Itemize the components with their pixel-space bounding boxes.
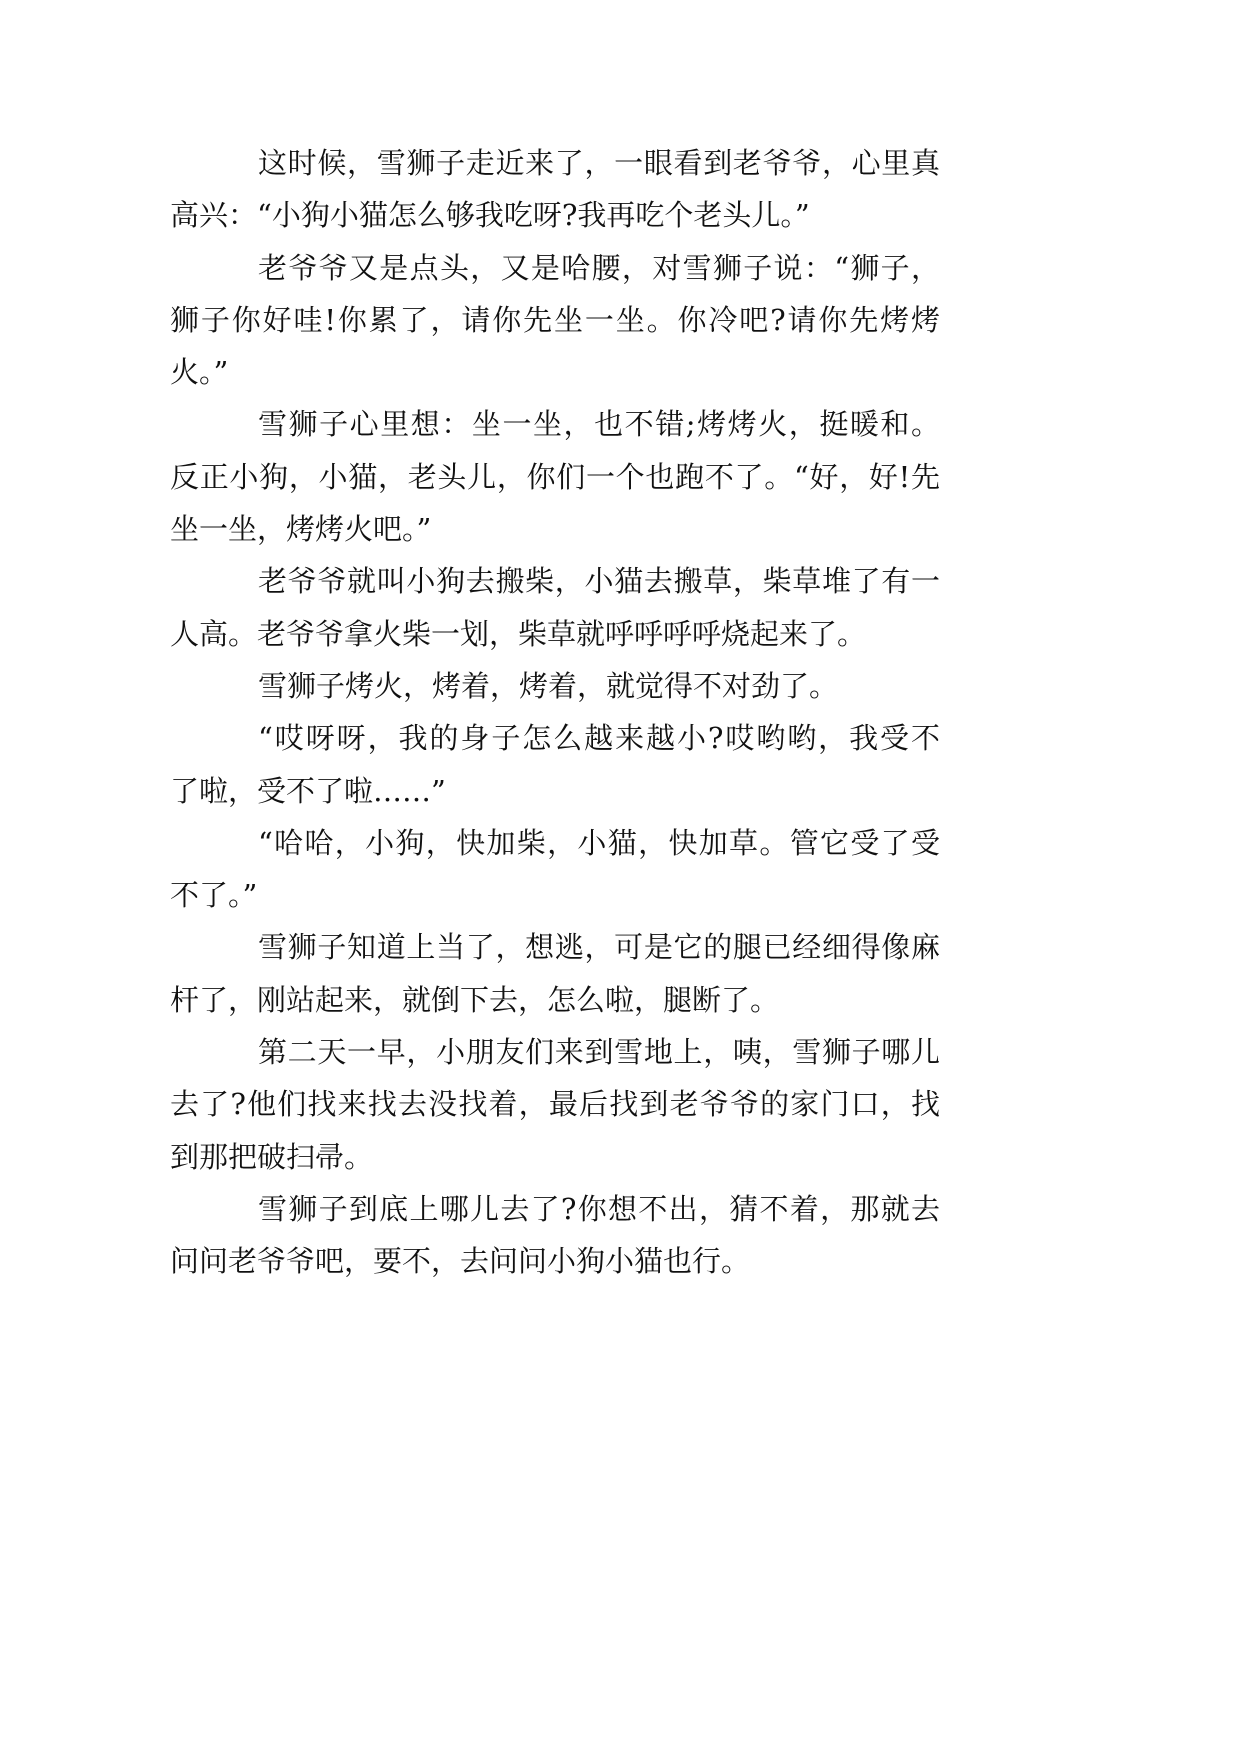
paragraph-line: 杆了，刚站起来，就倒下去，怎么啦，腿断了。 <box>170 982 780 1017</box>
paragraph <box>170 1026 940 1183</box>
paragraph <box>170 242 940 399</box>
paragraph-line: 雪狮子到底上哪儿去了?你想不出，猜不着，那就去 <box>258 1191 940 1226</box>
paragraph-line: 坐一坐，烤烤火吧。” <box>170 512 432 547</box>
paragraph-line: 高兴：“小狗小猫怎么够我吃呀?我再吃个老头儿。” <box>170 198 810 233</box>
paragraph-line: 雪狮子知道上当了，想逃，可是它的腿已经细得像麻 <box>258 930 940 965</box>
paragraph <box>170 137 940 242</box>
paragraph-line: 这时候，雪狮子走近来了，一眼看到老爷爷，心里真 <box>258 146 940 180</box>
paragraph-line: 老爷爷又是点头，又是哈腰，对雪狮子说：“狮子， <box>258 250 940 285</box>
paragraph <box>170 555 940 660</box>
paragraph-line: “哈哈，小狗，快加柴，小猫，快加草。管它受了受 <box>258 825 940 860</box>
paragraph-line: 反正小狗，小猫，老头儿，你们一个也跑不了。“好，好!先 <box>170 459 940 494</box>
paragraph-line: 第二天一早，小朋友们来到雪地上，咦，雪狮子哪儿 <box>258 1035 940 1070</box>
paragraph <box>170 712 940 817</box>
paragraph <box>170 921 940 1026</box>
paragraph-line: “哎呀呀，我的身子怎么越来越小?哎哟哟，我受不 <box>258 721 940 756</box>
paragraph-line: 了啦，受不了啦……” <box>170 773 446 808</box>
paragraph-line: 雪狮子烤火，烤着，烤着，就觉得不对劲了。 <box>258 668 839 703</box>
paragraph-line: 老爷爷就叫小狗去搬柴，小猫去搬草，柴草堆了有一 <box>258 564 940 599</box>
body-text <box>170 137 940 1288</box>
paragraph-line: 火。” <box>170 355 229 390</box>
paragraph <box>170 1183 940 1288</box>
paragraph-line: 狮子你好哇!你累了，请你先坐一坐。你冷吧?请你先烤烤 <box>170 302 940 337</box>
paragraph-line: 到那把破扫帚。 <box>170 1139 374 1174</box>
paragraph-line: 问问老爷爷吧，要不，去问问小狗小猫也行。 <box>170 1244 751 1279</box>
paragraph <box>170 660 940 712</box>
paragraph-line: 去了?他们找来找去没找着，最后找到老爷爷的家门口，找 <box>170 1087 940 1122</box>
paragraph-line: 雪狮子心里想：坐一坐，也不错;烤烤火，挺暖和。 <box>258 407 940 442</box>
paragraph-line: 人高。老爷爷拿火柴一划，柴草就呼呼呼呼烧起来了。 <box>170 616 867 651</box>
paragraph <box>170 817 940 922</box>
paragraph-line: 不了。” <box>170 878 258 913</box>
paragraph <box>170 398 940 555</box>
